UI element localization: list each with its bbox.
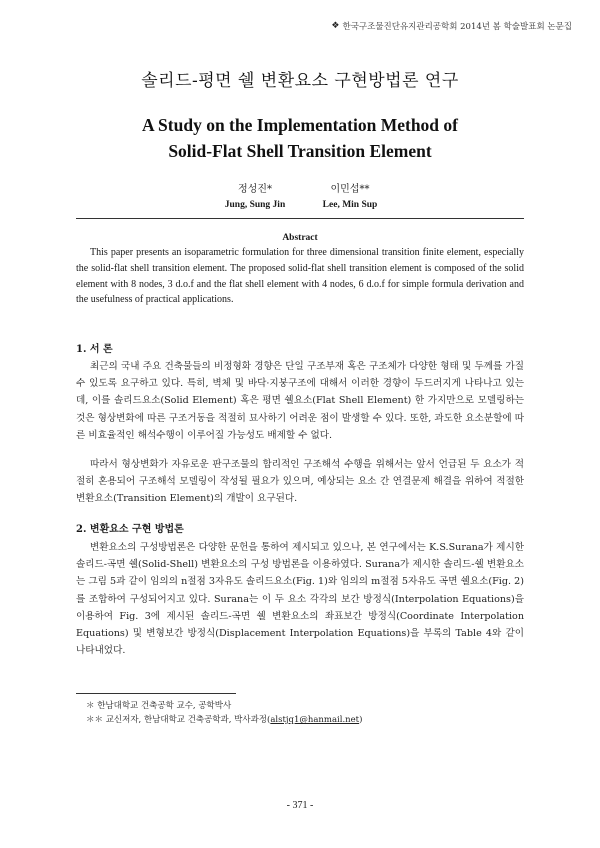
author-2 — [300, 180, 400, 210]
author-email-link[interactable]: alstjq1@hanmail.net — [270, 715, 360, 725]
author-1-english-name: Jung, Sung Jin — [224, 200, 286, 210]
page-number: - 371 - — [286, 800, 314, 811]
author-2-korean-name: 이민섭** — [330, 184, 370, 195]
author-1 — [205, 180, 305, 210]
footnote-divider — [76, 693, 236, 694]
footnote-2 — [86, 713, 362, 725]
footnote-1: ＊ 한남대학교 건축공학 교수, 공학박사 — [86, 701, 232, 711]
english-title-line1: A Study on the Implementation Method of — [142, 115, 458, 135]
abstract-body: This paper presents an isoparametric formulation for three dimensional transition finite element, especially the solid-flat shell transition element. The proposed solid-flat shell transition element is composed of the solid element with 8 nodes, 3 d.o.f and the flat shell element with 4 nodes, 6 d.o.f for simple formula derivation and the usefulness of practical applications. — [76, 247, 524, 306]
journal-header — [331, 20, 572, 32]
english-title-line2: Solid-Flat Shell Transition Element — [168, 141, 432, 161]
diamond-bullet-icon: ❖ — [331, 21, 340, 31]
abstract-heading: Abstract — [282, 233, 318, 243]
footnote-2-prefix: ＊＊ 교신저자, 한남대학교 건축공학과, 박사과정( — [86, 715, 271, 725]
section-2-paragraph-1: 변환요소의 구성방법론은 다양한 문헌을 통하여 제시되고 있으나, 본 연구에서는 K.S.Surana가 제시한 솔리드-곡면 쉘(Solid-Shell) 변환요소의 구성 방법론을 이용하였다. Surana가 제시한 솔리드-쉘 변환요소는 그림 5과 같이 임의의 n절점 3자유도 솔리드요소(Fig. 1)와 임의의 m절점 5자유도 곡면 쉘요소(Fig. 2)를 조합하여 구성되어지고 있다. Surana는 이 두 요소 각각의 보간 방정식(Interpolation Equations)을 이용하여 Fig. 3에 제시된 솔리드-곡면 쉘 변환요소의 좌표보간 방정식(Coordinate Interpolation Equations) 및 변형보간 방정식(Displacement Interpolation Equations)을 부록의 Table 4와 같이 나타내었다. — [76, 542, 524, 657]
footnote-2-suffix: ) — [359, 715, 363, 725]
section-1-paragraph-1: 최근의 국내 주요 건축물들의 비정형화 경향은 단일 구조부재 혹은 구조체가 다양한 형태 및 두께를 가질 수 있도록 요구하고 있다. 특히, 벽체 및 바닥·지붕구조에 대해서 이러한 경향이 두드러지게 나타나고 있는데, 이를 솔리드요소(Solid Element) 혹은 평면 쉘요소(Flat Shell Element) 한 가지만으로 모델링하는 것은 형상변화에 따른 구조거동을 적절히 묘사하기 어려운 점이 발생할 수 있다. 또한, 과도한 요소분할에 따른 비효율적인 해석수행이 이루어질 가능성도 배제할 수 없다. — [76, 361, 524, 441]
korean-title: 솔리드-평면 쉘 변환요소 구현방법론 연구 — [141, 71, 459, 91]
title-divider — [76, 218, 524, 219]
section-1-heading: 1. 서 론 — [76, 344, 113, 355]
author-1-korean-name: 정성진* — [238, 184, 272, 195]
journal-header-text: 한국구조물진단유지관리공학회 2014년 봄 학술발표회 논문집 — [342, 22, 572, 32]
section-2-heading: 2. 변환요소 구현 방법론 — [76, 524, 184, 535]
section-1-paragraph-2: 따라서 형상변화가 자유로운 판구조물의 합리적인 구조해석 수행을 위해서는 앞서 언급된 두 요소가 적절히 혼용되어 구조해석 모델링이 작성될 필요가 있으며, 예상되는 요소 간 연결문제 해결을 위하여 적절한 변환요소(Transition Element)의 개발이 요구된다. — [76, 459, 524, 505]
author-2-english-name: Lee, Min Sup — [322, 200, 378, 210]
